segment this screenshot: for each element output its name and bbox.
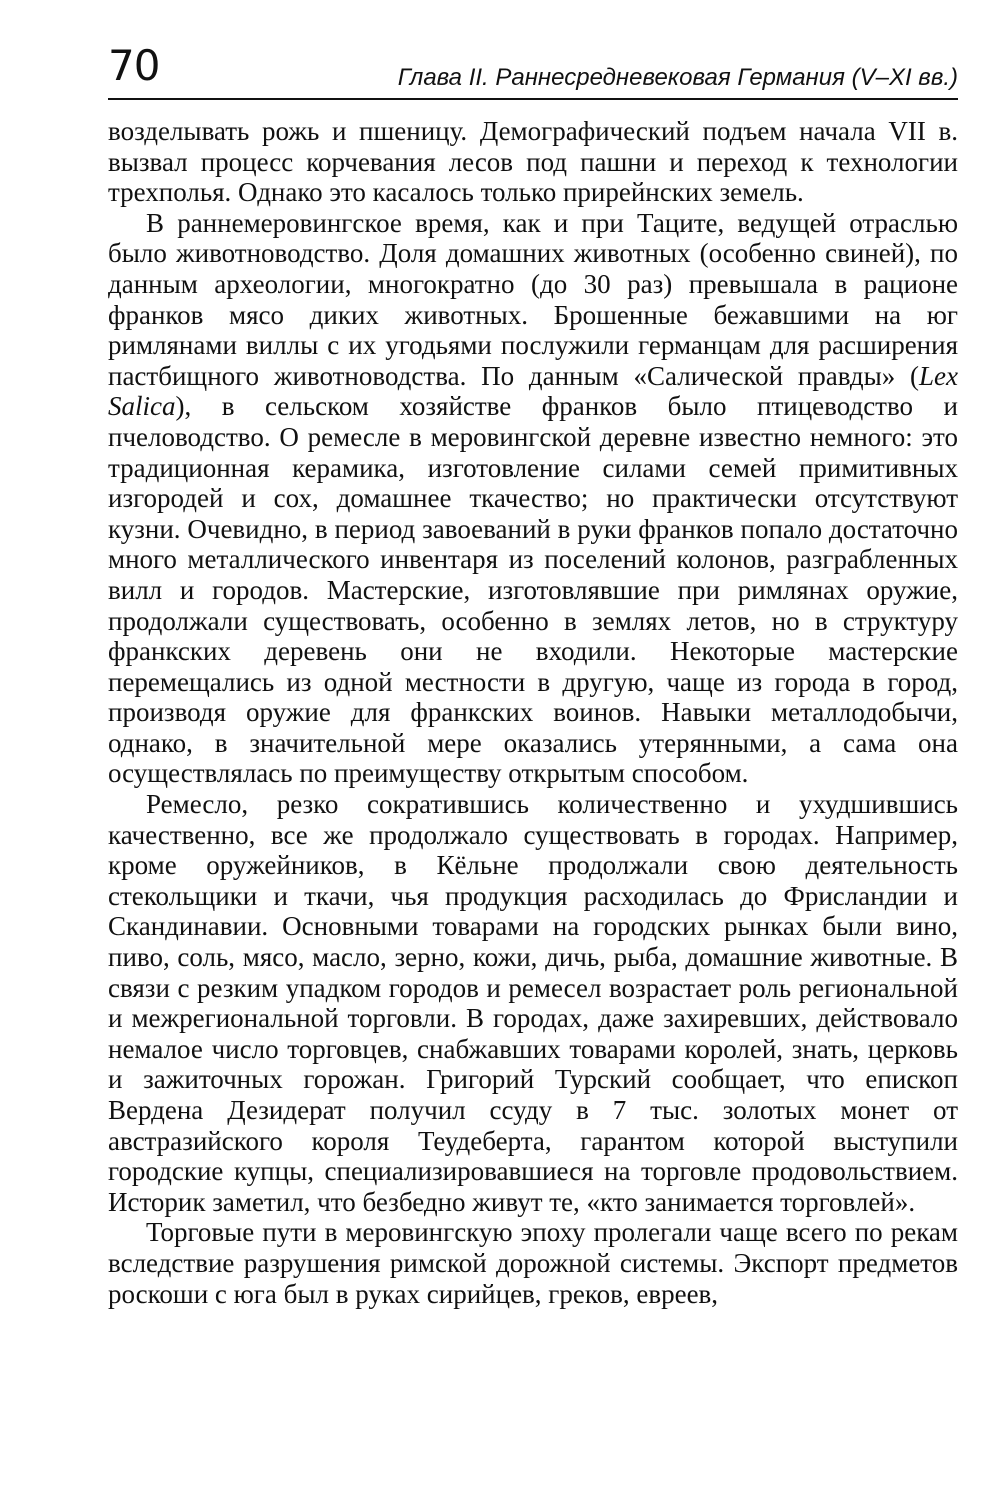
paragraph-trade-routes (108, 1217, 958, 1309)
paragraph-agriculture (108, 208, 958, 789)
paragraph-text: Торговые пути в меровингскую эпоху пролегали чаще всего по рекам вследствие разрушения римской дорожной системы. Экспорт предметов роскоши с юга был в руках сирийцев, греков, евреев, (108, 1217, 958, 1309)
paragraph-text-after: ), в сельском хозяйстве франков было птицеводство и пчеловодство. О ремесле в меровингской деревне известно немного: это традиционная керамика, изготовление силами семей примитивных изгородей и сох, домашнее ткачество; но практически отсутствуют кузни. Очевидно, в период завоеваний в руки франков попало достаточно много металлического инвентаря из поселений колонов, разграбленных вилл и городов. Мастерские, изготовлявшие при римлянах оружие, продолжали существовать, особенно в землях летов, но в структуру франкских деревень они не входили. Некоторые мастерские перемещались из одной местности в другую, чаще из города в город, производя оружие для франкских воинов. Навыки металлодобычи, однако, в значительной мере оказались утерянными, а сама она осуществлялась по преимуществу открытым способом. (108, 391, 958, 789)
paragraph-continuation (108, 116, 958, 208)
page-header (108, 40, 958, 100)
paragraph-text-before: В раннемеровингское время, как и при Таците, ведущей отраслью было животноводство. Доля домашних животных (особенно свиней), по данным археологии, многократно (до 30 раз) превышала в рационе франков мясо диких животных. Брошенные бежавшими на юг римлянами виллы с их угодьями послужили германцам для расширения пастбищного животноводства. По данным «Салической правды» ( (108, 207, 958, 391)
page-number: 70 (108, 41, 160, 90)
paragraph-text: Ремесло, резко сократившись количественно и ухудшившись качественно, все же продолжало существовать в городах. Например, кроме оружейников, в Кёльне продолжали свою деятельность стекольщики и ткачи, чья продукция расходилась до Фрисландии и Скандинавии. Основными товарами на городских рынках были вино, пиво, соль, мясо, масло, зерно, кожи, дичь, рыба, домашние животные. В связи с резким упадком городов и ремесел возрастает роль региональной и межрегиональной торговли. В городах, даже захиревших, действовало немалое число торговцев, снабжавших товарами королей, знать, церковь и зажиточных горожан. Григорий Турский сообщает, что епископ Вердена Дезидерат получил ссуду в 7 тыс. золотых монет от австразийского короля Теудеберта, гарантом которой выступили городские купцы, специализировавшиеся на торговле продовольствием. Историк заметил, что безбедно живут те, «кто занимается торговлей». (108, 789, 958, 1217)
body-text (108, 116, 958, 1309)
running-head: Глава II. Раннесредневековая Германия (V–XI вв.) (397, 64, 958, 91)
book-page (108, 40, 958, 1309)
paragraph-crafts (108, 789, 958, 1217)
paragraph-text: возделывать рожь и пшеницу. Демографический подъем начала VII в. вызвал процесс корчевания лесов под пашни и переход к технологии трехполья. Однако это касалось только прирейнских земель. (108, 116, 958, 208)
lex-salica-title: Lex Salica (108, 360, 958, 422)
